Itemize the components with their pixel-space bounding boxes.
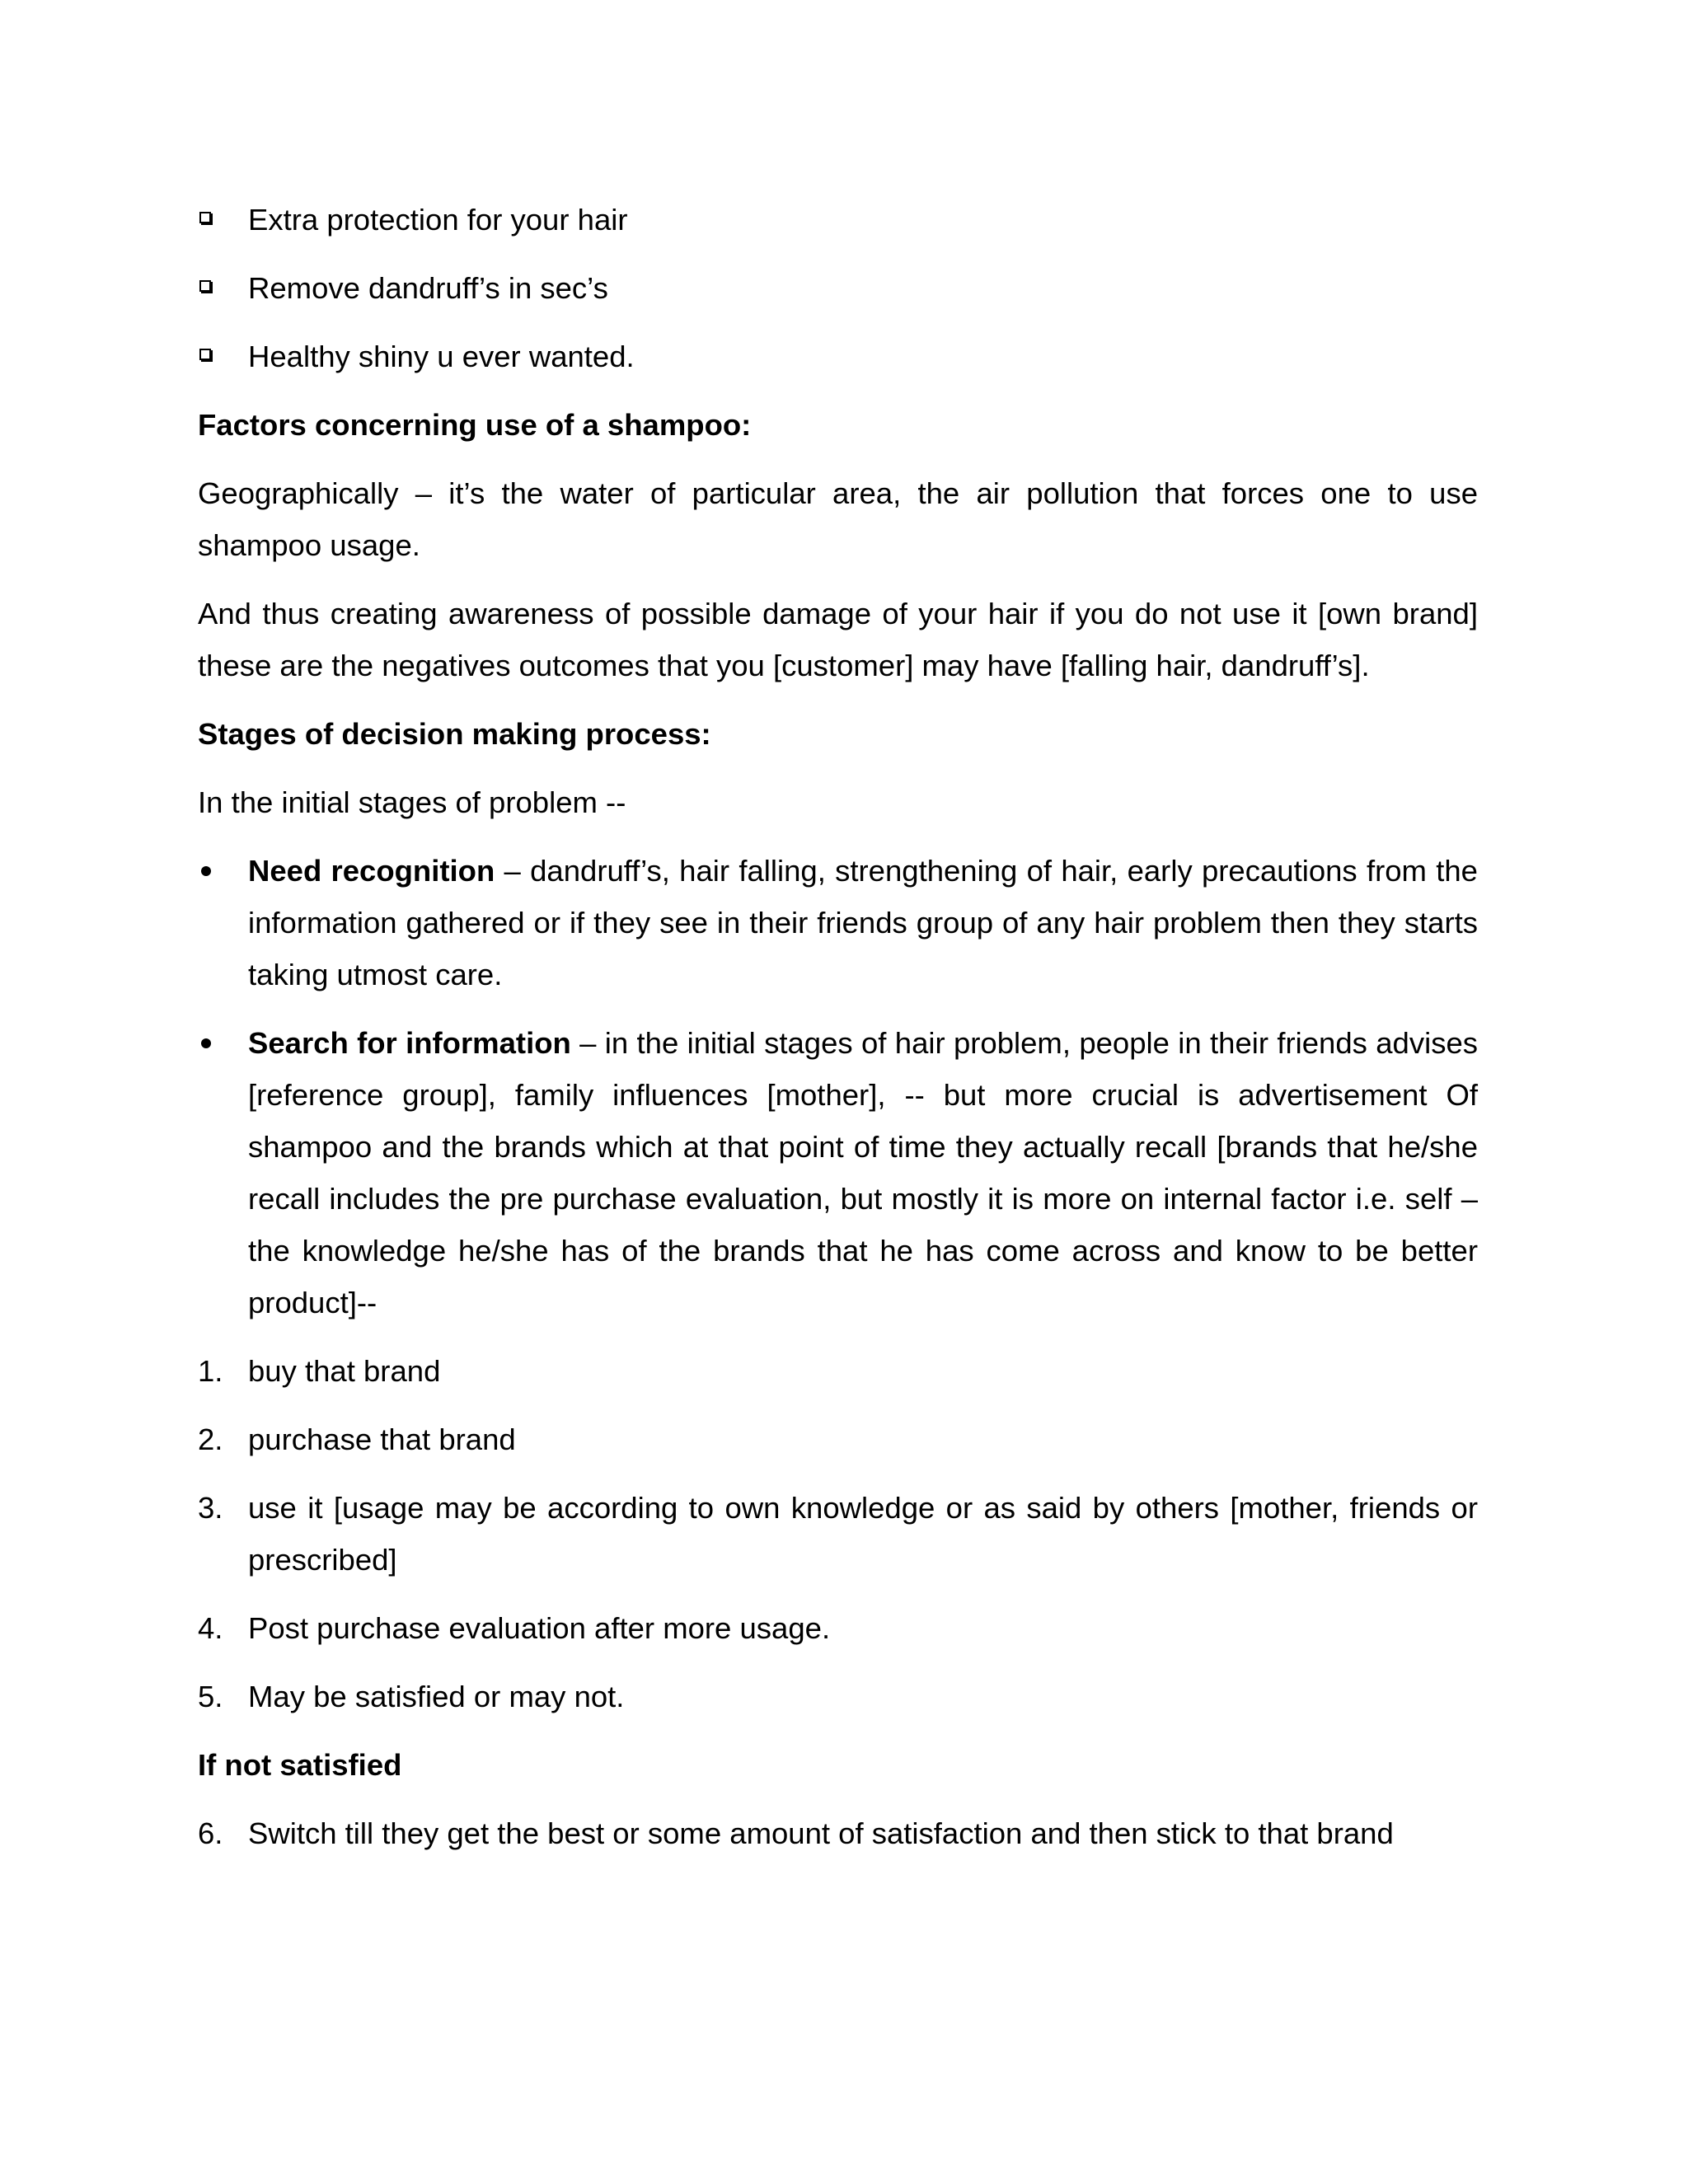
bullet-description: – in the initial stages of hair problem, people in their friends advises [reference group], family influences [mother], -- but more crucial is advertisement Of shampoo and the brands which at that point of time they actually recall [brands that he/she recall includes the pre purchase evaluation, but mostly it is more on internal factor i.e. self – the knowledge he/she has of the brands that he has come across and know to be better product]--: [248, 1026, 1478, 1319]
item-number: 2.: [198, 1422, 223, 1456]
square-bullet-icon: [198, 330, 248, 382]
bullet-dot-icon: [198, 845, 248, 897]
square-bullet-icon: [198, 194, 248, 246]
numbered-item: [198, 1413, 1478, 1465]
square-bullet-text: Healthy shiny u ever wanted.: [248, 340, 635, 373]
factors-paragraph: And thus creating awareness of possible damage of your hair if you do not use it [own brand] these are the negatives outcomes that you [customer] may have [falling hair, dandruff’s].: [198, 597, 1478, 682]
square-bullet-item: [198, 262, 1478, 314]
item-number: 3.: [198, 1491, 223, 1525]
bullet-term: Need recognition: [248, 854, 495, 888]
page-content: [198, 194, 1478, 1876]
item-text: May be satisfied or may not.: [248, 1680, 625, 1713]
square-bullet-text: Remove dandruff’s in sec’s: [248, 271, 608, 305]
square-bullet-text: Extra protection for your hair: [248, 203, 628, 237]
item-text: Post purchase evaluation after more usage.: [248, 1611, 831, 1645]
item-number: 4.: [198, 1611, 223, 1645]
square-bullet-item: [198, 330, 1478, 382]
numbered-item: [198, 1482, 1478, 1586]
bullet-text: [248, 1017, 1478, 1329]
bullet-item: [198, 1017, 1478, 1329]
item-number: 6.: [198, 1816, 223, 1850]
numbered-item: [198, 1345, 1478, 1397]
stages-heading: Stages of decision making process:: [198, 717, 711, 751]
stages-intro: In the initial stages of problem --: [198, 785, 626, 819]
item-number: 1.: [198, 1354, 223, 1388]
factors-paragraph: Geographically – it’s the water of particular area, the air pollution that forces one to use shampoo usage.: [198, 476, 1478, 562]
bullet-dot-icon: [198, 1017, 248, 1069]
item-text: Switch till they get the best or some amount of satisfaction and then stick to that brand: [248, 1816, 1394, 1850]
bullet-text: [248, 845, 1478, 1001]
item-text: buy that brand: [248, 1354, 441, 1388]
factors-heading: Factors concerning use of a shampoo:: [198, 408, 752, 442]
not-satisfied-heading: If not satisfied: [198, 1748, 402, 1782]
bullet-item: [198, 845, 1478, 1001]
item-number: 5.: [198, 1680, 223, 1713]
square-bullet-item: [198, 194, 1478, 246]
numbered-item: [198, 1807, 1478, 1859]
bullet-term: Search for information: [248, 1026, 571, 1060]
numbered-item: [198, 1671, 1478, 1722]
numbered-item: [198, 1602, 1478, 1654]
item-text: purchase that brand: [248, 1422, 516, 1456]
item-text: use it [usage may be according to own knowledge or as said by others [mother, friends or prescribed]: [248, 1491, 1478, 1577]
bullet-description: – dandruff’s, hair falling, strengthening of hair, early precautions from the information gathered or if they see in their friends group of any hair problem then they starts taking utmost care.: [248, 854, 1478, 991]
square-bullet-icon: [198, 262, 248, 314]
